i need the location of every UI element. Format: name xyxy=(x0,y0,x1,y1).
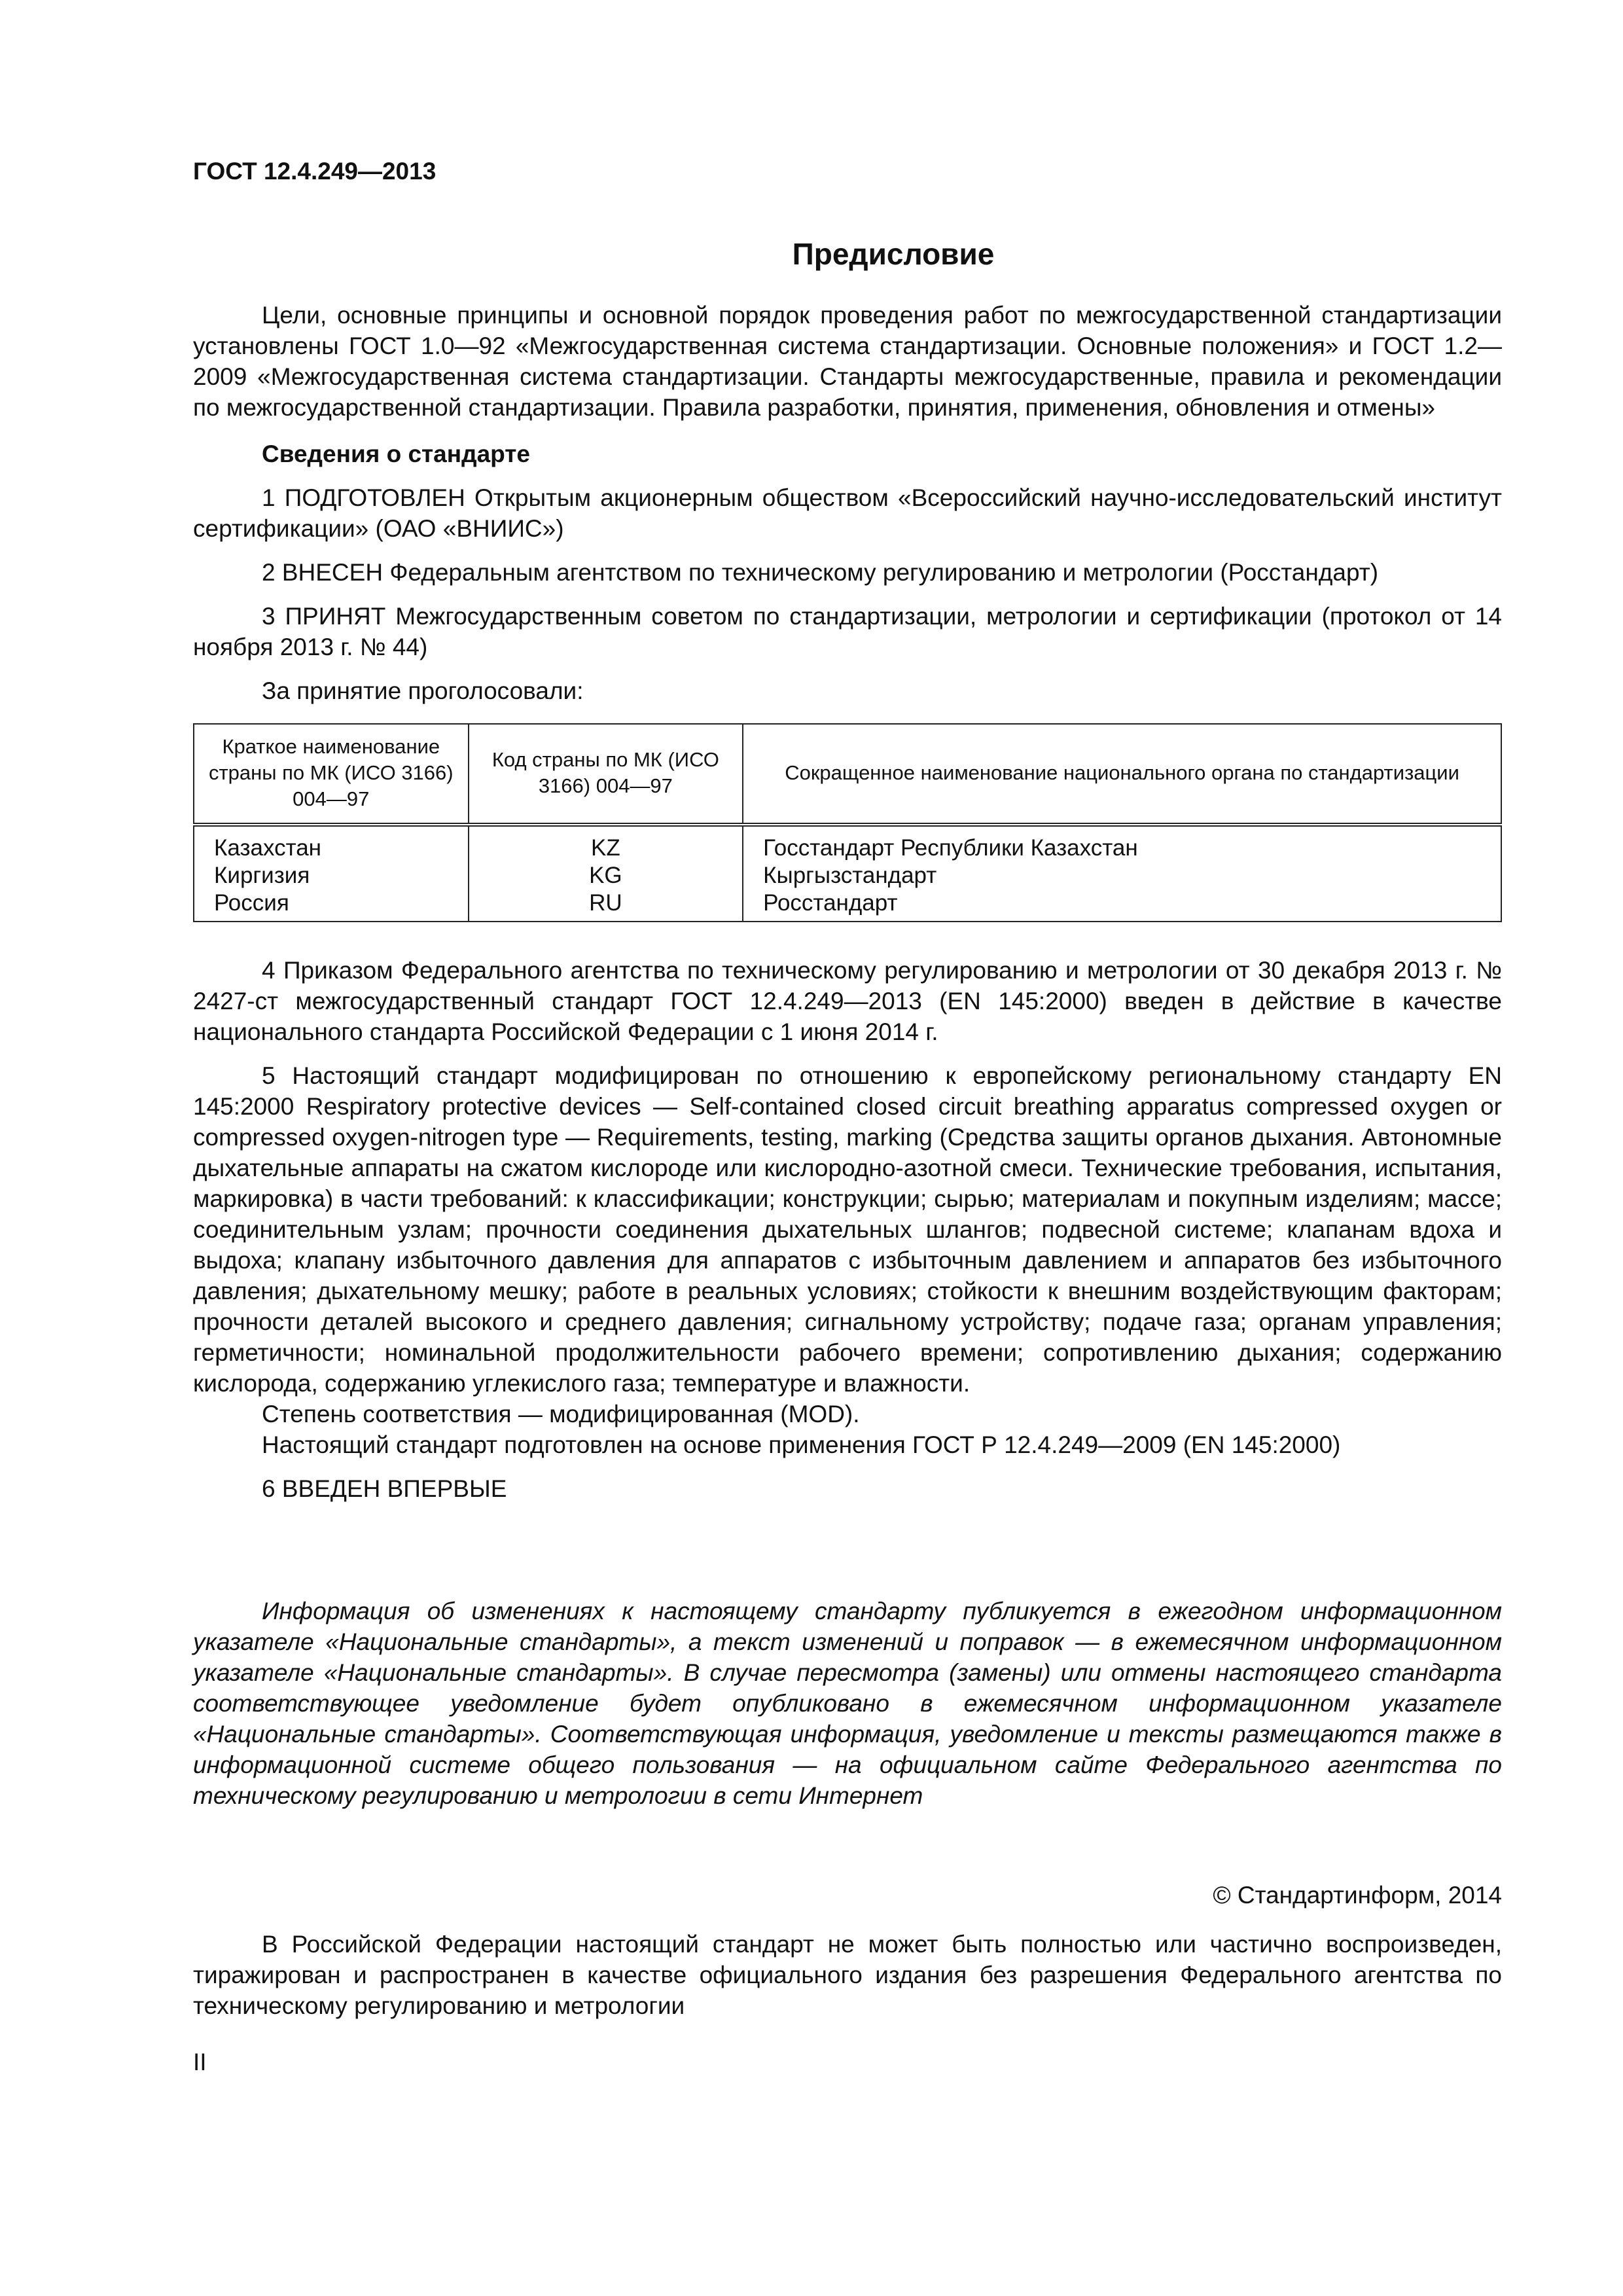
cell-body: Кыргызстандарт xyxy=(743,862,1501,889)
table-header-body: Сокращенное наименование национального органа по стандартизации xyxy=(743,724,1501,825)
cell-country: Киргизия xyxy=(194,862,469,889)
cell-code: KZ xyxy=(469,827,743,862)
cell-code: RU xyxy=(469,889,743,922)
table-row xyxy=(194,862,1501,889)
item-5-basis: Настоящий стандарт подготовлен на основе применения ГОСТ Р 12.4.249—2009 (EN 145:2000) xyxy=(262,1431,1341,1458)
cell-body: Росстандарт xyxy=(743,889,1501,922)
item-1-prepared: 1 ПОДГОТОВЛЕН Открытым акционерным обществом «Всероссийский научно-исследовательский институт сертификации» (ОАО «ВНИИС») xyxy=(193,484,1502,542)
info-note: Информация об изменениях к настоящему стандарту публикуется в ежегодном информационном указателе «Национальные стандарты», а текст изменений и поправок — в ежемесячном информационном указателе «Национальные стандарты». В случае пересмотра (замены) или отмены настоящего стандарта соответствующее уведомление будет опубликовано в ежемесячном информационном указателе «Национальные стандарты». Соответствующая информация, уведомление и тексты размещаются также в информационной системе общего пользования — на официальном сайте Федерального агентства по техническому регулированию и метрологии в сети Интернет xyxy=(193,1598,1502,1809)
cell-body: Госстандарт Республики Казахстан xyxy=(743,827,1501,862)
table-row xyxy=(194,889,1501,922)
item-3-adopted: 3 ПРИНЯТ Межгосударственным советом по стандартизации, метрологии и сертификации (протокол от 14 ноября 2013 г. № 44) xyxy=(193,603,1502,660)
item-5-degree: Степень соответствия — модифицированная (MOD). xyxy=(262,1401,860,1427)
item-2-introduced: 2 ВНЕСЕН Федеральным агентством по техническому регулированию и метрологии (Росстандарт) xyxy=(262,559,1379,586)
voting-countries-table xyxy=(193,723,1502,922)
legal-note: В Российской Федерации настоящий стандарт не может быть полностью или частично воспроизведен, тиражирован и распространен в качестве официального издания без разрешения Федерального агентства по техническому регулированию и метрологии xyxy=(193,1931,1502,2019)
page-title: Предисловие xyxy=(792,237,995,271)
table-header-country: Краткое наименование страны по МК (ИСО 3166) 004—97 xyxy=(194,724,469,825)
voted-label: За принятие проголосовали: xyxy=(262,677,584,704)
table-row xyxy=(194,827,1501,862)
item-6-introduced-first: 6 ВВЕДЕН ВПЕРВЫЕ xyxy=(262,1475,507,1502)
document-page xyxy=(193,156,1502,2076)
section-subheading: Сведения о стандарте xyxy=(262,440,530,467)
item-5-modification: 5 Настоящий стандарт модифицирован по отношению к европейскому региональному стандарту EN 145:2000 Respiratory protective devices — Self-contained closed circuit breathing apparatus compressed oxygen or compressed oxygen-nitrogen type — Requirements, testing, marking (Средства защиты органов дыхания. Автономные дыхательные аппараты на сжатом кислороде или кислородно-азотной смеси. Технические требования, испытания, маркировка) в части требований: к классификации; конструкции; сырью; материалам и покупным изделиям; массе; соединительным узлам; прочности соединения дыхательных шлангов; подвесной системе; клапанам вдоха и выдоха; клапану избыточного давления для аппаратов с избыточным давлением и аппаратов без избыточного давления; дыхательному мешку; работе в реальных условиях; стойкости к внешним воздействующим факторам; прочности деталей высокого и среднего давления; сигнальному устройству; подаче газа; органам управления; герметичности; номинальной продолжительности рабочего времени; сопротивлению дыхания; содержанию кислорода, содержанию углекислого газа; температуре и влажности. xyxy=(193,1062,1502,1397)
page-number: II xyxy=(193,2049,207,2075)
table-header-code: Код страны по МК (ИСО 3166) 004—97 xyxy=(469,724,743,825)
copyright-line: © Стандартинформ, 2014 xyxy=(1213,1882,1502,1909)
cell-code: KG xyxy=(469,862,743,889)
intro-paragraph: Цели, основные принципы и основной порядок проведения работ по межгосударственной стандартизации установлены ГОСТ 1.0—92 «Межгосударственная система стандартизации. Основные положения» и ГОСТ 1.2—2009 «Межгосударственная система стандартизации. Стандарты межгосударственные, правила и рекомендации по межгосударственной стандартизации. Правила разработки, принятия, применения, обновления и отмены» xyxy=(193,302,1502,421)
cell-country: Казахстан xyxy=(194,827,469,862)
item-4-order: 4 Приказом Федерального агентства по техническому регулированию и метрологии от 30 декабря 2013 г. № 2427-ст межгосударственный стандарт ГОСТ 12.4.249—2013 (EN 145:2000) введен в действие в качестве национального стандарта Российской Федерации с 1 июня 2014 г. xyxy=(193,957,1502,1045)
document-header: ГОСТ 12.4.249—2013 xyxy=(193,158,437,185)
cell-country: Россия xyxy=(194,889,469,922)
